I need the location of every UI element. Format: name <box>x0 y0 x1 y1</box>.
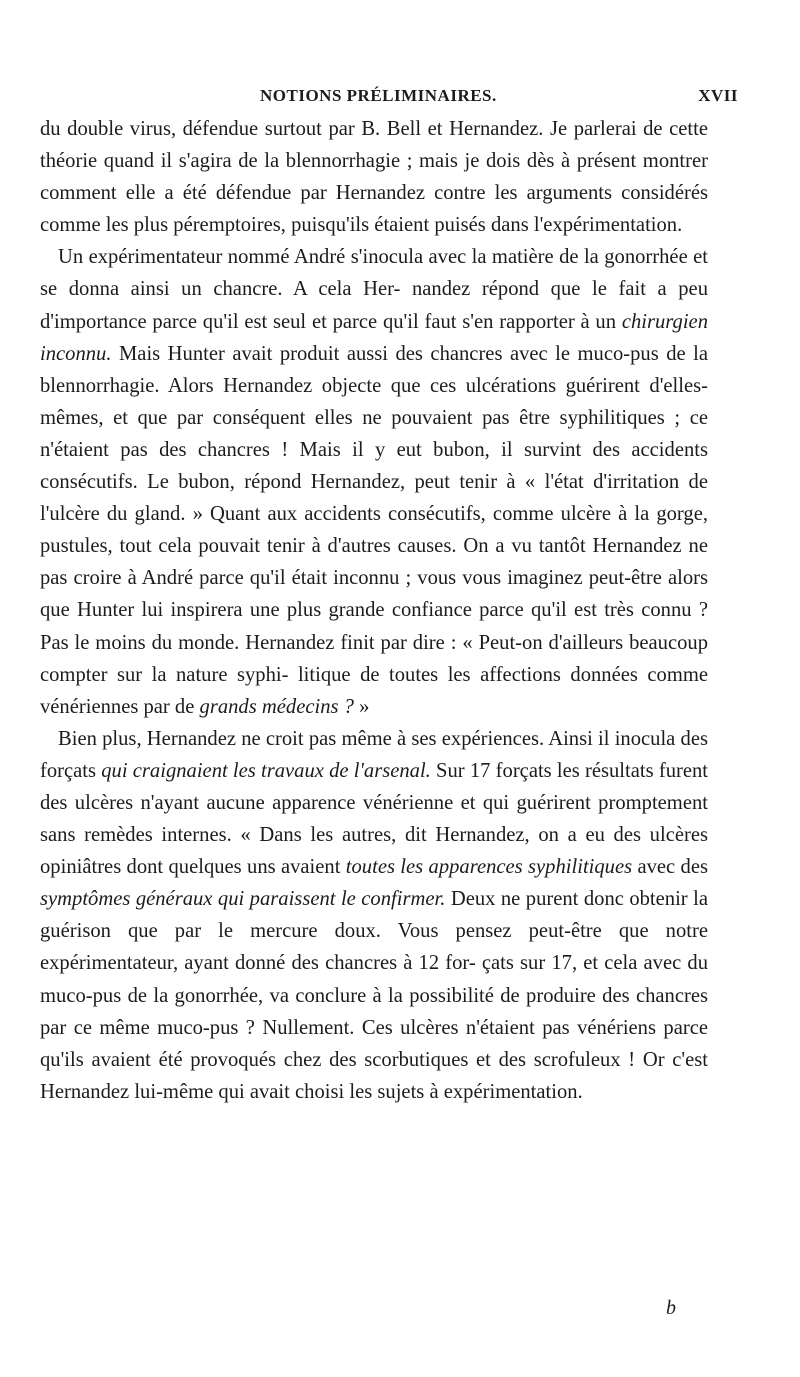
text-run: » <box>353 695 370 718</box>
body-text <box>40 113 708 1108</box>
page-number: XVII <box>698 86 738 105</box>
text-run: Deux ne purent donc obtenir la guérison que par le mercure doux. Vous pensez peut-être que notre expérimentateur, ayant donné des chancres à 12 for- çats sur 17, et cela avec du muco-pus de la gonorrhée, va conclure à la possibilité de produire des chancres par ce même muco-pus ? Nullement. Ces ulcères n'étaient pas vénériens parce qu'ils avaient été provoqués chez des scorbutiques et des scrofuleux ! Or c'est Hernandez lui-même qui avait choisi les sujets à expérimentation. <box>40 888 708 1103</box>
italic-text: chirurgien inconnu. <box>40 310 708 365</box>
running-title: NOTIONS PRÉLIMINAIRES. <box>260 86 497 105</box>
paragraph-3 <box>40 723 708 1108</box>
text-run: du double virus, défendue surtout par B. Bell et Hernandez. Je parlerai de cette théorie quand il s'agira de la blennorrhagie ; mais je dois dès à présent montrer comment elle a été défendue par Hernandez contre les arguments considérés comme les plus péremptoires, puisqu'ils étaient puisés dans l'expérimentation. <box>40 118 708 237</box>
paragraph-2 <box>40 241 708 722</box>
text-run: Un expérimentateur nommé André s'inocula avec la matière de la gonorrhée et se donna ainsi un chancre. A cela Her- nandez répond que le fait a peu d'importance parce qu'il est seul et parce qu'il faut s'en rapporter à un <box>40 246 708 333</box>
signature-mark: b <box>666 1297 676 1319</box>
italic-text: grands médecins ? <box>199 695 354 718</box>
text-run: Bien plus, Hernandez ne croit pas même à ses expériences. Ainsi il inocula des forçats <box>40 727 708 782</box>
italic-text: symptômes généraux qui paraissent le confirmer. <box>40 888 446 911</box>
running-head <box>40 86 738 116</box>
text-run: Sur 17 forçats les résultats furent des ulcères n'ayant aucune apparence vénérienne et qui guérirent promptement sans remèdes internes. « Dans les autres, dit Hernandez, on a eu des ulcères opiniâtres dont quelques uns avaient <box>40 759 709 879</box>
text-run: Mais Hunter avait produit aussi des chancres avec le muco-pus de la blennorrhagie. Alors Hernandez objecte que ces ulcérations guérirent d'elles-mêmes, et que par conséquent elles ne pouvaient pas être syphilitiques ; ce n'étaient pas des chancres ! Mais il y eut bubon, il survint des accidents consécutifs. Le bubon, répond Hernandez, peut tenir à « l'état d'irritation de l'ulcère du gland. » Quant aux accidents consécutifs, comme ulcère à la gorge, pustules, tout cela pouvait tenir à d'autres causes. On a vu tantôt Hernandez ne pas croire à André parce qu'il était inconnu ; vous vous imaginez peut-être alors que Hunter lui inspirera une plus grande confiance parce qu'il est très connu ? Pas le moins du monde. Hernandez finit par dire : « Peut-on d'ailleurs beaucoup compter sur la nature syphi- litique de toutes les affections données comme vénériennes par de <box>40 342 708 718</box>
paragraph-1 <box>40 113 708 241</box>
italic-text: toutes les apparences syphilitiques <box>345 856 633 879</box>
book-page <box>40 0 770 1377</box>
italic-text: qui craignaient les travaux de l'arsenal. <box>101 759 431 782</box>
text-run: avec des <box>632 856 708 879</box>
